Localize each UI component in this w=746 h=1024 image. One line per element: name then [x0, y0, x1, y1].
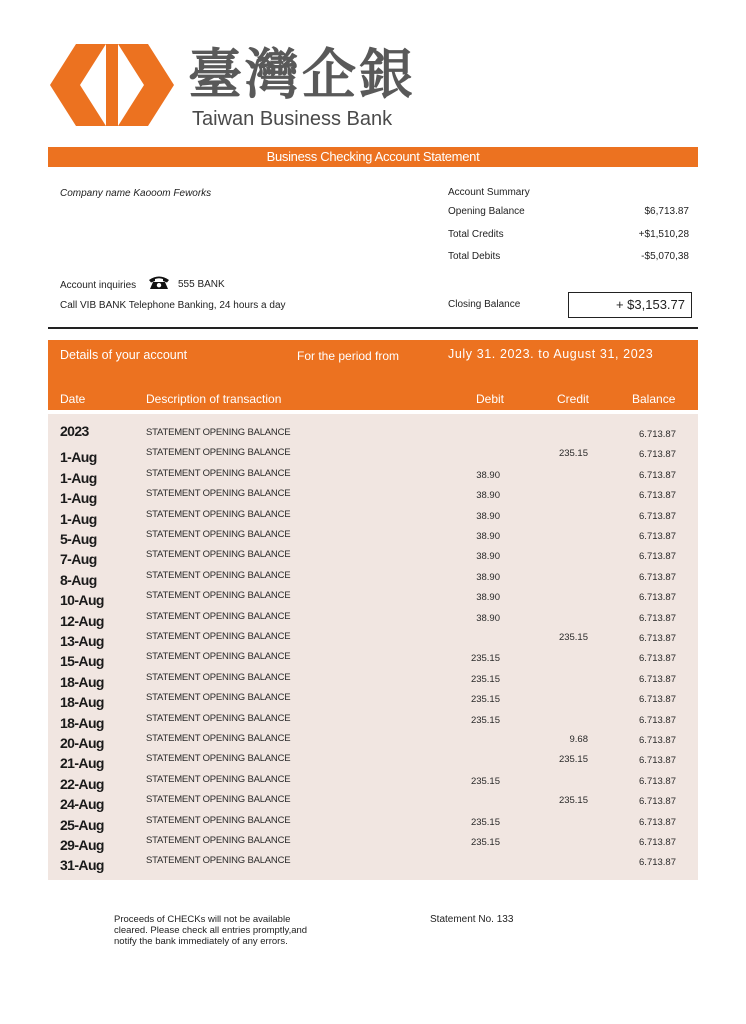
table-row [48, 586, 698, 609]
closing-balance-label: Closing Balance [448, 299, 521, 310]
transaction-description: STATEMENT OPENING BALANCE [146, 692, 291, 704]
table-row [48, 443, 698, 466]
transaction-balance: 6.713.87 [639, 490, 676, 502]
transaction-debit: 38.90 [476, 469, 500, 481]
transaction-description: STATEMENT OPENING BALANCE [146, 590, 291, 602]
transaction-debit: 235.15 [470, 653, 500, 665]
transaction-debit: 235.15 [470, 775, 500, 787]
transaction-balance: 6.713.87 [639, 775, 676, 787]
transaction-balance: 6.713.87 [639, 816, 676, 828]
transaction-date: 22-Aug [60, 775, 104, 792]
transaction-description: STATEMENT OPENING BALANCE [146, 651, 291, 663]
telephone-icon [148, 274, 170, 290]
table-row [48, 668, 698, 688]
transaction-credit: 235.15 [558, 754, 588, 766]
period-label: For the period from [297, 349, 400, 363]
transaction-balance: 6.713.87 [639, 531, 676, 542]
transaction-balance: 6.713.87 [639, 714, 676, 726]
transaction-date: 24-Aug [60, 796, 104, 813]
transaction-balance: 6.713.87 [639, 612, 676, 624]
transaction-date: 1-Aug [60, 510, 97, 527]
account-inquiries-label: Account inquiries [60, 280, 137, 291]
transaction-balance: 6.713.87 [639, 551, 676, 563]
transaction-credit: 235.15 [558, 795, 588, 807]
transaction-description: STATEMENT OPENING BALANCE [146, 549, 291, 561]
transaction-description: STATEMENT OPENING BALANCE [146, 631, 291, 642]
total-debits-label: Total Debits [448, 251, 501, 262]
transaction-date: 18-Aug [60, 694, 104, 711]
transaction-description: STATEMENT OPENING BALANCE [146, 773, 291, 785]
footer-note-line: cleared. Please check all entries promptly,and [114, 925, 308, 936]
transaction-debit: 38.90 [476, 490, 500, 502]
transaction-balance: 6.713.87 [639, 592, 676, 604]
account-summary-heading: Account Summary [448, 187, 530, 198]
transaction-description: STATEMENT OPENING BALANCE [146, 467, 291, 479]
company-name: Company name Kaooom Feworks [60, 188, 212, 199]
transaction-date: 13-Aug [60, 633, 104, 649]
transaction-description: STATEMENT OPENING BALANCE [146, 855, 291, 867]
total-credits-value: +$1,510,28 [638, 229, 689, 240]
transaction-description: STATEMENT OPENING BALANCE [146, 835, 291, 846]
bank-name-english: Taiwan Business Bank [192, 108, 393, 130]
transaction-date: 5-Aug [60, 531, 97, 547]
transaction-balance: 6.713.87 [639, 673, 676, 685]
transaction-balance: 6.713.87 [639, 429, 676, 440]
column-balance: Balance [632, 392, 676, 406]
transaction-balance: 6.713.87 [639, 469, 676, 481]
transaction-date: 29-Aug [60, 837, 104, 853]
statement-number: Statement No. 133 [430, 914, 514, 925]
transaction-date: 12-Aug [60, 612, 104, 629]
transaction-balance: 6.713.87 [639, 449, 676, 461]
transaction-description: STATEMENT OPENING BALANCE [146, 753, 291, 765]
details-heading: Details of your account [60, 348, 188, 362]
total-credits-label: Total Credits [448, 229, 504, 240]
table-row [48, 566, 698, 586]
table-row [48, 627, 698, 647]
column-credit: Credit [557, 392, 590, 406]
transaction-description: STATEMENT OPENING BALANCE [146, 794, 291, 806]
transaction-balance: 6.713.87 [639, 796, 676, 808]
transaction-date: 7-Aug [60, 551, 97, 568]
transaction-date: 15-Aug [60, 653, 104, 670]
transaction-debit: 38.90 [476, 571, 500, 583]
transaction-balance: 6.713.87 [639, 510, 676, 522]
transaction-description: STATEMENT OPENING BALANCE [146, 814, 291, 826]
statement-title-bar [48, 147, 698, 167]
transaction-description: STATEMENT OPENING BALANCE [146, 733, 291, 744]
transaction-credit: 235.15 [558, 632, 588, 643]
table-row [48, 607, 698, 627]
account-details-header [48, 340, 698, 410]
telephone-banking-note: Call VIB BANK Telephone Banking, 24 hours a day [60, 300, 286, 311]
transaction-balance: 6.713.87 [639, 571, 676, 583]
transaction-date: 18-Aug [60, 673, 104, 690]
table-row [48, 484, 698, 507]
statement-title: Business Checking Account Statement [266, 149, 480, 164]
period-value: July 31. 2023. to August 31, 2023 [448, 347, 654, 361]
transaction-date: 18-Aug [60, 714, 104, 731]
table-row [48, 709, 698, 729]
transaction-debit: 235.15 [470, 816, 500, 828]
transaction-description: STATEMENT OPENING BALANCE [146, 569, 291, 581]
transaction-date: 1-Aug [60, 490, 97, 507]
transaction-balance: 6.713.87 [639, 694, 676, 706]
transaction-date: 10-Aug [60, 592, 104, 609]
transaction-date: 21-Aug [60, 755, 104, 772]
transaction-debit: 235.15 [470, 714, 500, 726]
table-row [48, 464, 698, 484]
transaction-description: STATEMENT OPENING BALANCE [146, 671, 291, 683]
transaction-date: 1-Aug [60, 469, 97, 486]
transaction-description: STATEMENT OPENING BALANCE [146, 529, 291, 540]
transaction-description: STATEMENT OPENING BALANCE [146, 427, 291, 438]
transaction-credit: 235.15 [558, 448, 588, 460]
transaction-balance: 6.713.87 [639, 755, 676, 767]
total-debits-value: -$5,070,38 [641, 251, 689, 262]
table-row [48, 811, 698, 831]
transaction-debit: 38.90 [476, 531, 500, 542]
transaction-debit: 38.90 [476, 551, 500, 563]
transaction-balance: 6.713.87 [639, 633, 676, 644]
transaction-date: 20-Aug [60, 735, 104, 751]
transaction-description: STATEMENT OPENING BALANCE [146, 488, 291, 500]
table-row [48, 423, 698, 443]
transaction-balance: 6.713.87 [639, 653, 676, 665]
transaction-description: STATEMENT OPENING BALANCE [146, 712, 291, 724]
table-row [48, 790, 698, 813]
transaction-debit: 235.15 [470, 673, 500, 685]
table-row [48, 851, 698, 874]
table-row [48, 729, 698, 749]
transaction-date: 31-Aug [60, 857, 104, 874]
year-label: 2023 [60, 423, 89, 439]
column-description: Description of transaction [146, 392, 282, 406]
inquiries-phone-number: 555 BANK [178, 279, 225, 290]
transaction-credit: 9.68 [569, 734, 588, 745]
table-row [48, 688, 698, 711]
closing-balance-box [568, 292, 692, 318]
footer-note [114, 914, 334, 947]
column-date: Date [60, 392, 86, 406]
column-debit: Debit [476, 392, 505, 406]
bank-logo-icon [50, 44, 174, 126]
transaction-date: 1-Aug [60, 449, 97, 466]
table-row [48, 505, 698, 525]
section-divider [48, 327, 698, 329]
table-row [48, 525, 698, 545]
transaction-debit: 235.15 [470, 837, 500, 848]
transaction-debit: 38.90 [476, 510, 500, 522]
bank-name-chinese: 臺灣企銀 [188, 43, 416, 106]
table-row [48, 647, 698, 670]
transaction-debit: 38.90 [476, 612, 500, 624]
transaction-balance: 6.713.87 [639, 735, 676, 746]
footer-note-line: notify the bank immediately of any errors. [114, 936, 288, 947]
transaction-balance: 6.713.87 [639, 857, 676, 869]
footer-note-line: Proceeds of CHECKs will not be available [114, 914, 291, 925]
table-row [48, 831, 698, 851]
transaction-debit: 235.15 [470, 694, 500, 706]
opening-balance-value: $6,713.87 [644, 206, 689, 217]
transaction-description: STATEMENT OPENING BALANCE [146, 610, 291, 622]
transaction-description: STATEMENT OPENING BALANCE [146, 508, 291, 520]
opening-balance-label: Opening Balance [448, 206, 525, 217]
transaction-description: STATEMENT OPENING BALANCE [146, 447, 291, 459]
transaction-debit: 38.90 [476, 592, 500, 604]
table-row [48, 545, 698, 568]
table-row [48, 770, 698, 790]
table-row [48, 749, 698, 772]
transaction-date: 8-Aug [60, 571, 97, 588]
transaction-date: 25-Aug [60, 816, 104, 833]
transaction-balance: 6.713.87 [639, 837, 676, 848]
closing-balance-value: + $3,153.77 [615, 297, 685, 312]
